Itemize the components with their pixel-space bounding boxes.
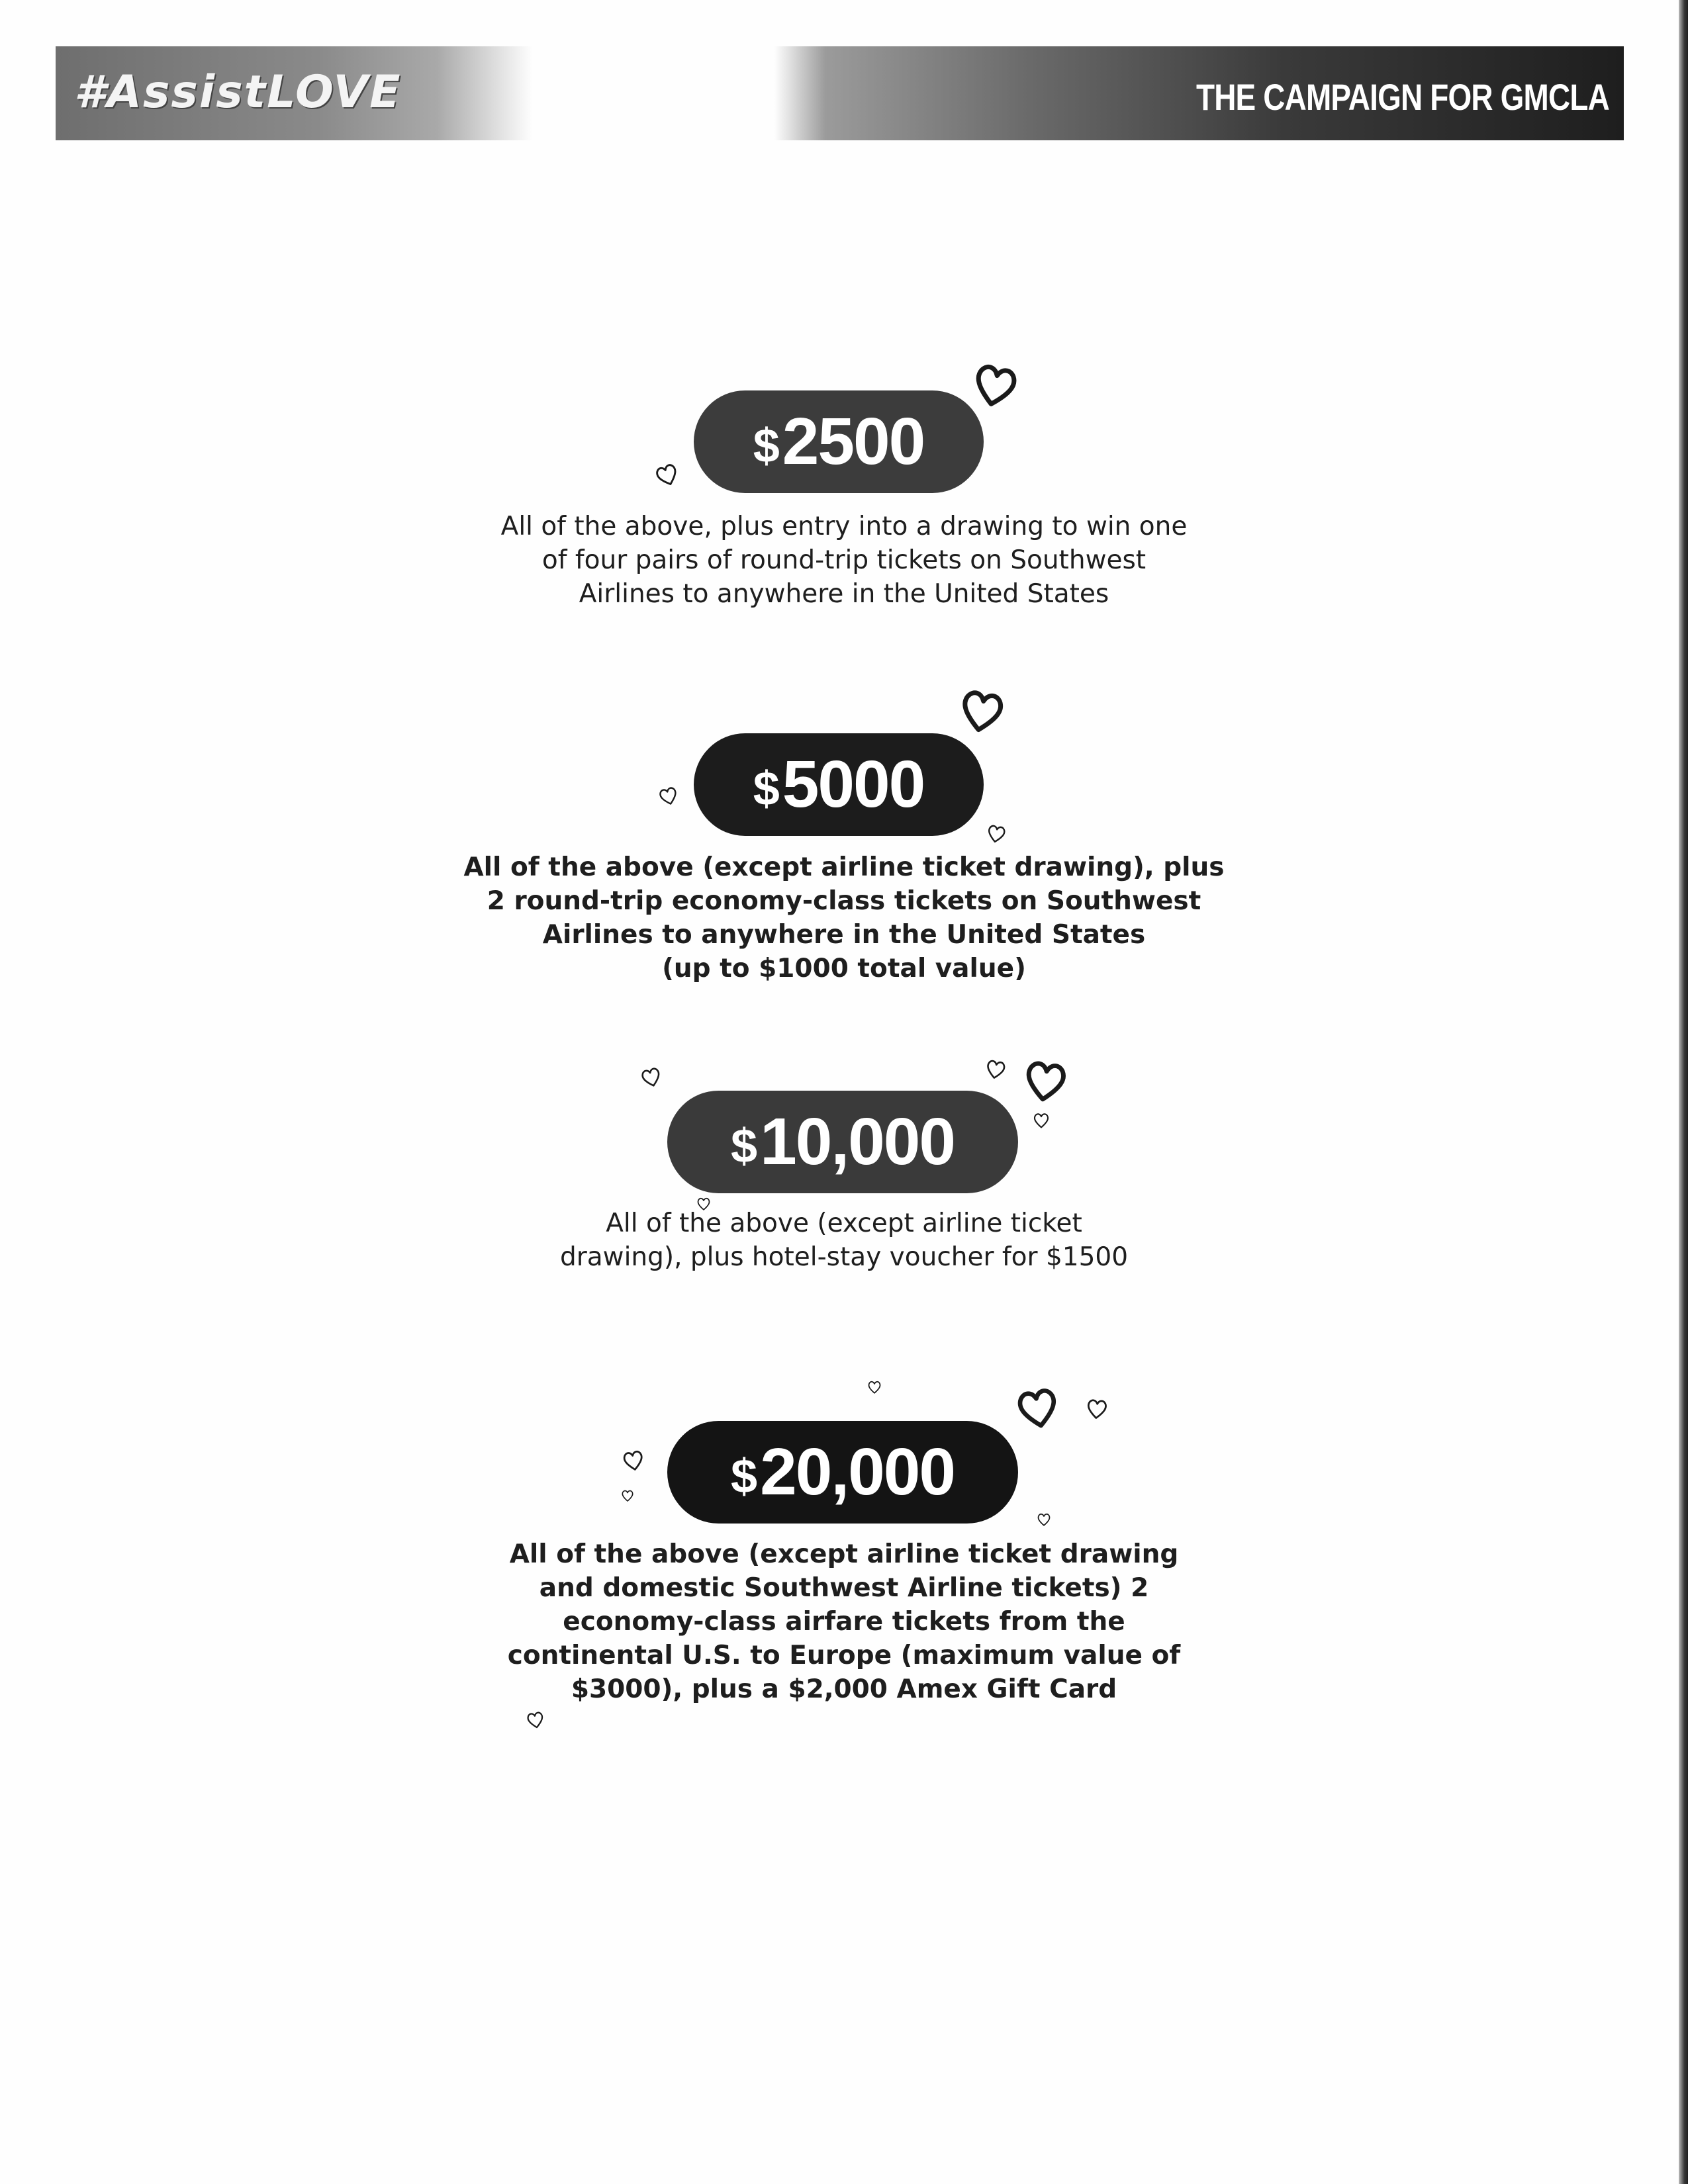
- currency-symbol: $: [753, 762, 778, 815]
- tier-description: All of the above (except airline ticket drawing), plus hotel-stay voucher for $1500: [559, 1208, 1129, 1272]
- heart-icon: [652, 460, 682, 490]
- tier-amount: 10,000: [760, 1105, 955, 1179]
- heart-icon: [1013, 1383, 1063, 1433]
- tier-amount: 2500: [782, 404, 925, 478]
- currency-symbol: $: [731, 1119, 757, 1173]
- heart-icon: [983, 1057, 1008, 1081]
- tier-description: All of the above (except airline ticket drawing and domestic Southwest Airline tickets) 2 economy-class airfare tickets from the continental U.S. to Europe (maximum value of $3000), plus a $2,000 Amex Gift Card: [507, 1539, 1181, 1704]
- tier-description: All of the above, plus entry into a drawing to win one of four pairs of round-trip tickets on Southwest Airlines to anywhere in the United States: [500, 512, 1188, 609]
- tier-amount: 5000: [782, 747, 925, 821]
- tier-amount: 20,000: [760, 1435, 955, 1509]
- heart-icon: [620, 1447, 646, 1473]
- heart-icon: [985, 823, 1008, 846]
- heart-icon: [657, 784, 681, 809]
- currency-symbol: $: [731, 1449, 757, 1503]
- heart-icon: [1085, 1397, 1109, 1422]
- heart-icon: [1033, 1112, 1050, 1129]
- currency-symbol: $: [753, 419, 778, 473]
- heart-icon: [955, 684, 1008, 738]
- tier-description: All of the above (except airline ticket drawing), plus 2 round-trip economy-class tickets on Southwest Airlines to anywhere in the United States (up to $1000 total value): [463, 852, 1225, 983]
- tier-amount-badge: [694, 733, 984, 836]
- heart-icon: [638, 1064, 664, 1090]
- tier-amount-badge: [667, 1091, 1018, 1193]
- heart-icon: [621, 1489, 634, 1502]
- campaign-title: THE CAMPAIGN FOR GMCLA: [1196, 76, 1609, 118]
- heart-icon: [525, 1709, 546, 1731]
- heart-icon: [1020, 1056, 1071, 1107]
- brand-logo-text: #AssistLOVE: [74, 66, 402, 118]
- heart-icon: [1037, 1512, 1051, 1527]
- heart-icon: [867, 1380, 882, 1394]
- brand-banner: [56, 46, 532, 140]
- tier-amount-badge: [694, 390, 984, 493]
- heart-icon: [696, 1197, 711, 1211]
- tier-amount-badge: [667, 1421, 1018, 1524]
- campaign-banner: [774, 46, 1624, 140]
- scan-edge: [1679, 0, 1688, 2184]
- heart-icon: [967, 358, 1022, 413]
